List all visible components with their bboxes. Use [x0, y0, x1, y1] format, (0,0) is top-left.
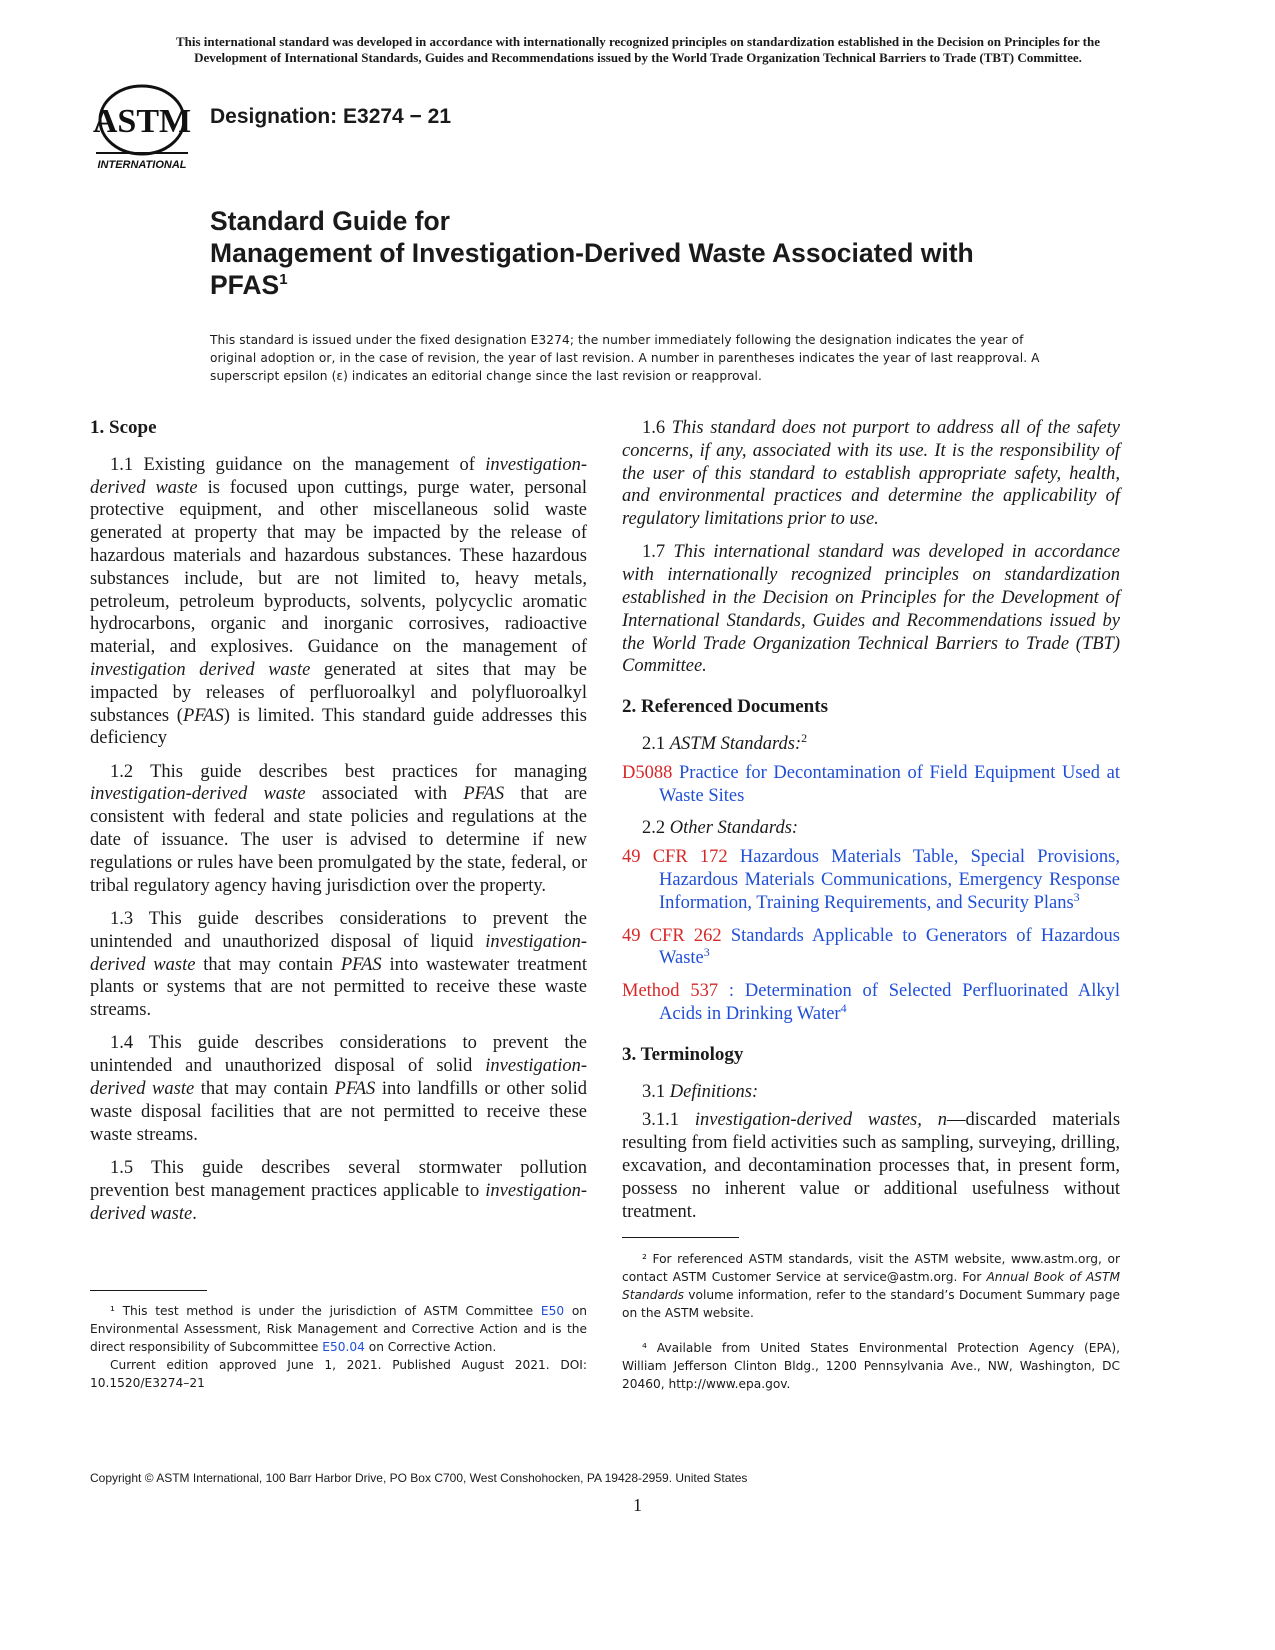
title-footnote-ref: 1	[279, 271, 288, 289]
designation: Designation: E3274 − 21	[210, 105, 452, 128]
footnote-2: ² For referenced ASTM standards, visit the ASTM website, www.astm.org, or contact ASTM Customer Service at service@astm.org. For Annual Book of ASTM Standards volume information, refer to the standard’s Document Summary page on the ASTM website.	[622, 1252, 1121, 1320]
footnote-4: ⁴ Available from United States Environmental Protection Agency (EPA), William Jefferson Clinton Bldg., 1200 Pennsylvania Ave., NW, Washington, DC 20460, http://www.epa.gov.	[622, 1341, 1120, 1391]
logo-international: INTERNATIONAL	[97, 159, 187, 171]
section-3-1: 3.1 Definitions:	[642, 1081, 759, 1102]
title-line2: Management of Investigation-Derived Waste Associated with	[210, 238, 974, 268]
section-3-1-1: 3.1.1 investigation-derived wastes, n—discarded materials resulting from field activities such as sampling, surveying, drilling, excavation, and decontamination processes that, in present form, possess no inherent value or additional usefulness without treatment.	[622, 1110, 1121, 1222]
scope-1-7: 1.7 This international standard was developed in accordance with internationally recognized principles on standardization established in the Decision on Principles for the Development of International Standards, Guides and Recommendations issued by the World Trade Organization Technical Barriers to Trade (TBT) Committee.	[622, 542, 1120, 677]
scope-1-1: 1.1 Existing guidance on the management of investigation-derived waste is focused upon cuttings, purge water, personal protective equipment, and other miscellaneous solid waste generated at property that may be impacted by the release of hazardous materials and hazardous substances. These hazardous substances include, but are not limited to, heavy metals, petroleum, petroleum byproducts, solvents, polycyclic aromatic hydrocarbons, organic and inorganic corrosives, radioactive material, and explosives. Guidance on the management of investigation derived waste generated at sites that may be impacted by releases of perfluoroalkyl and polyfluoroalkyl substances (PFAS) is limited. This standard guide addresses this deficiency	[90, 454, 587, 749]
astm-logo	[90, 82, 194, 174]
link-e50-04[interactable]: E50.04	[322, 1340, 365, 1354]
scope-1-6: 1.6 This standard does not purport to address all of the safety concerns, if any, associated with its use. It is the responsibility of the user of this standard to establish appropriate safety, health, and environmental practices and determine the applicability of regulatory limitations prior to use.	[622, 418, 1120, 530]
title-line1: Standard Guide for	[210, 206, 450, 236]
footnote-rule-right	[622, 1237, 739, 1238]
top-notice-line2: Development of International Standards, Guides and Recommendations issued by the World Trade Organization Technical Barriers to Trade (TBT) Committee.	[194, 50, 1082, 65]
ref-d5088[interactable]: D5088 Practice for Decontamination of Field Equipment Used at Waste Sites	[622, 762, 1120, 806]
scope-heading: 1. Scope	[90, 417, 157, 438]
link-e50[interactable]: E50	[540, 1304, 565, 1318]
scope-1-5: 1.5 This guide describes several stormwater pollution prevention best management practices applicable to investigation-derived waste.	[90, 1157, 587, 1224]
scope-1-4: 1.4 This guide describes considerations to prevent the unintended and unauthorized disposal of solid investigation-derived waste that may contain PFAS into landfills or other solid waste disposal facilities that are not permitted to receive these waste streams.	[90, 1033, 587, 1145]
copyright: Copyright © ASTM International, 100 Barr Harbor Drive, PO Box C700, West Conshohocken, PA 19428-2959. United States	[90, 1471, 748, 1485]
edition-note: Current edition approved June 1, 2021. Published August 2021. DOI: 10.1520/E3274–21	[90, 1358, 587, 1390]
section-2-1: 2.1 ASTM Standards:$^2$	[642, 730, 808, 755]
title-line3: PFAS$^1$	[210, 270, 288, 300]
ref-49-cfr-262[interactable]: 49 CFR 262 Standards Applicable to Generators of Hazardous Waste$^3$	[622, 925, 1120, 969]
terminology-heading: 3. Terminology	[622, 1043, 744, 1065]
page-number: 1	[633, 1495, 642, 1515]
top-notice	[88, 34, 1188, 66]
top-notice-line1: This international standard was developed in accordance with internationally recognized principles on standardization established in the Decision on Principles for the	[175, 34, 1100, 49]
astm-logo-icon	[90, 82, 194, 174]
right-column	[622, 417, 1120, 1234]
ref-method-537[interactable]: Method 537 : Determination of Selected Perfluorinated Alkyl Acids in Drinking Water$^4$	[622, 981, 1120, 1025]
section-2-2: 2.2 Other Standards:	[642, 818, 799, 839]
referenced-documents-heading: 2. Referenced Documents	[622, 696, 828, 718]
document-title	[210, 205, 1110, 301]
left-column	[90, 417, 587, 1236]
ref-49-cfr-172[interactable]: 49 CFR 172 Hazardous Materials Table, Special Provisions, Hazardous Materials Communications, Emergency Response Information, Training Requirements, and Security Plans$^3$	[622, 847, 1121, 913]
issue-note: This standard is issued under the fixed designation E3274; the number immediately following the designation indicates the year of original adoption or, in the case of revision, the year of last revision. A number in parentheses indicates the year of last reapproval. A superscript epsilon (ε) indicates an editorial change since the last revision or reapproval.	[210, 333, 1040, 383]
footnote-rule-left	[90, 1290, 207, 1291]
scope-1-3: 1.3 This guide describes considerations to prevent the unintended and unauthorized disposal of liquid investigation-derived waste that may contain PFAS into wastewater treatment plants or systems that are not permitted to receive these waste streams.	[90, 908, 587, 1021]
scope-1-2: 1.2 This guide describes best practices for managing investigation-derived waste associated with PFAS that are consistent with federal and state policies and regulations at the date of issuance. The user is advised to determine if new regulations or rules have been promulgated by the state, federal, or tribal regulatory agency having jurisdiction over the property.	[90, 761, 587, 896]
logo-letters: ASTM	[92, 103, 192, 140]
footnote-1: ¹ This test method is under the jurisdiction of ASTM Committee E50 on Environmental Assessment, Risk Management and Corrective Action and is the direct responsibility of Subcommittee E50.04 on Corrective Action. Current edition approved June 1, 2021. Published August 2021. DOI: 10.1520/E3274–21	[90, 1304, 587, 1390]
